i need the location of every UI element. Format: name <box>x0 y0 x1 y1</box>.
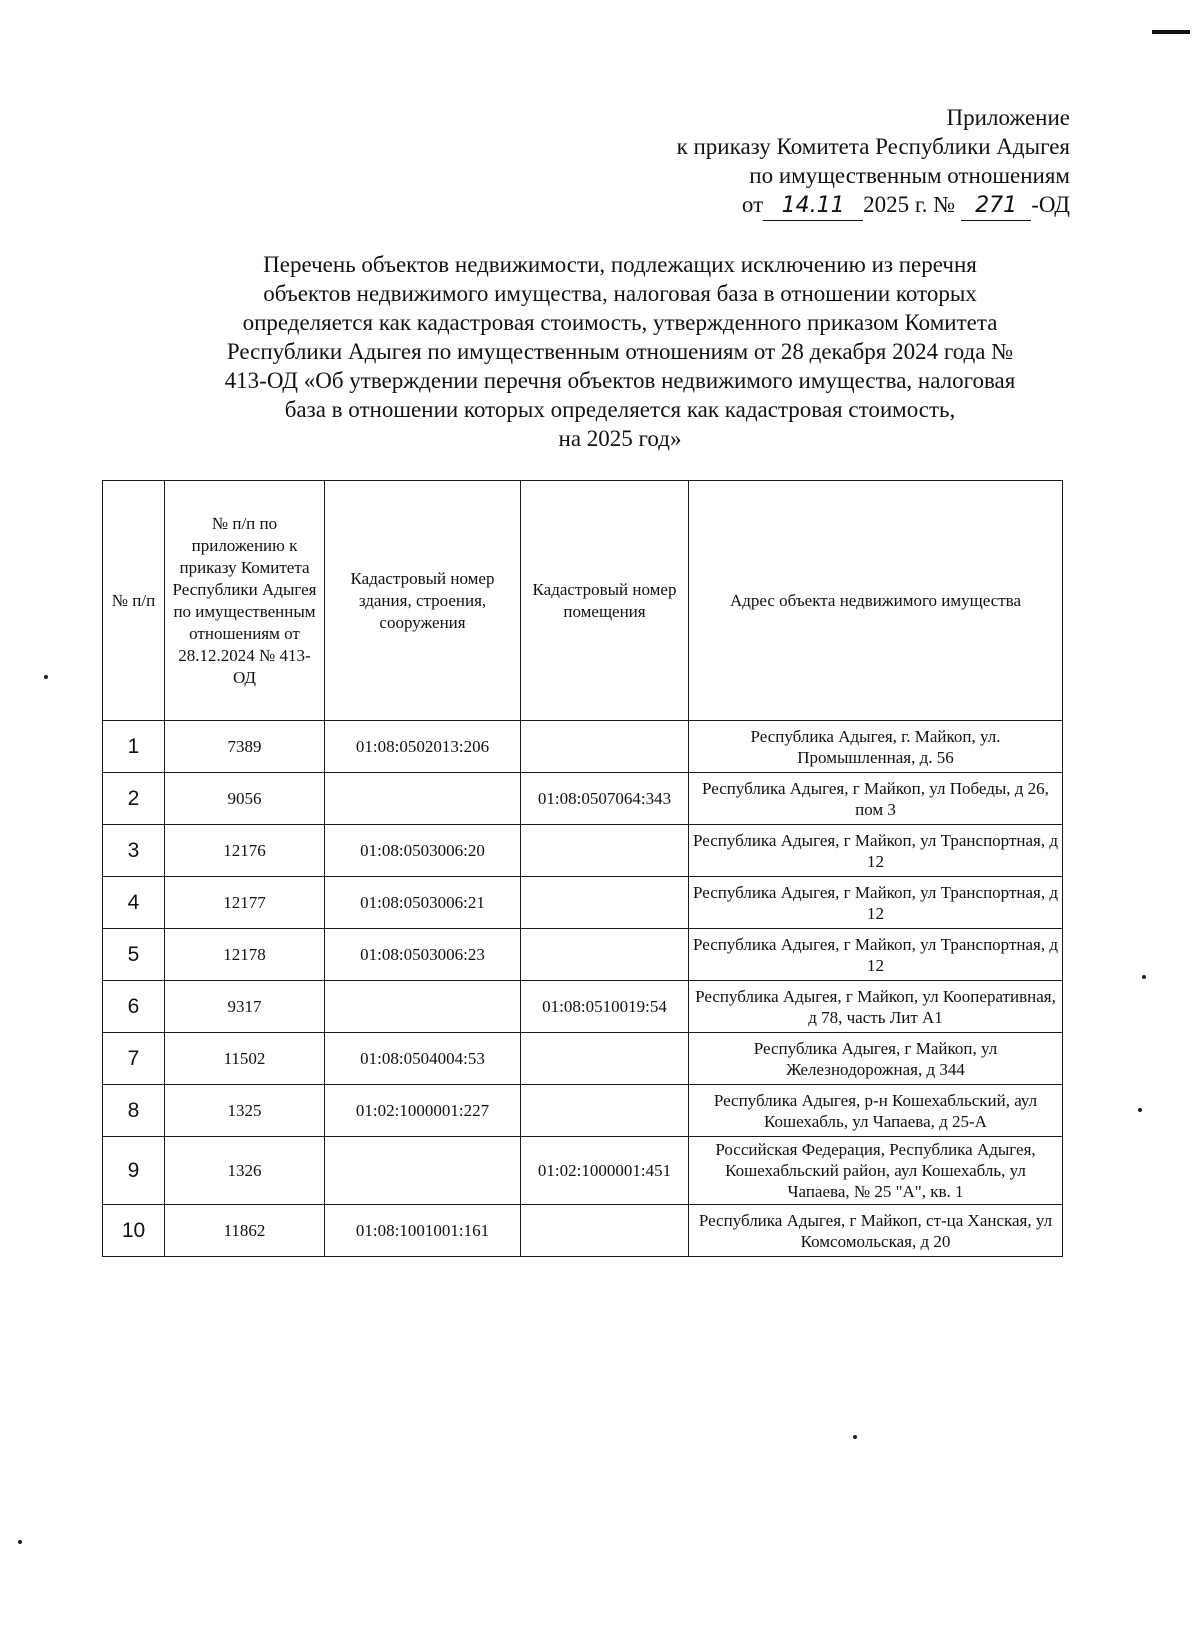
table-row <box>103 1137 1063 1205</box>
row-room-cadastral <box>521 825 689 877</box>
row-reference: 11502 <box>165 1033 325 1085</box>
row-index: 4 <box>103 877 165 929</box>
appendix-order-ref: к приказу Комитета Республики Адыгея <box>676 134 1070 159</box>
document-title <box>170 250 1070 453</box>
row-address: Республика Адыгея, г Майкоп, ул Транспортная, д 12 <box>689 825 1063 877</box>
row-address: Республика Адыгея, г Майкоп, ул Транспортная, д 12 <box>689 877 1063 929</box>
scan-speck <box>44 675 48 679</box>
appendix-header <box>677 103 1070 221</box>
row-index: 1 <box>103 721 165 773</box>
row-address: Республика Адыгея, г Майкоп, ст-ца Ханская, ул Комсомольская, д 20 <box>689 1205 1063 1257</box>
handwritten-order-number: 271 <box>961 191 1031 221</box>
row-reference: 12178 <box>165 929 325 981</box>
scan-artifact-mark <box>1152 30 1190 34</box>
row-reference: 9056 <box>165 773 325 825</box>
title-line: Республики Адыгея по имущественным отношениям от 28 декабря 2024 года № <box>226 339 1014 364</box>
row-room-cadastral <box>521 1085 689 1137</box>
row-room-cadastral: 01:02:1000001:451 <box>521 1137 689 1205</box>
table-row <box>103 877 1063 929</box>
title-line: определяется как кадастровая стоимость, утвержденного приказом Комитета <box>242 310 998 335</box>
column-header-reference: № п/п по приложению к приказу Комитета Республики Адыгея по имущественным отношениям от 28.12.2024 № 413-ОД <box>165 481 325 721</box>
row-building-cadastral <box>325 981 521 1033</box>
row-room-cadastral: 01:08:0507064:343 <box>521 773 689 825</box>
row-reference: 12176 <box>165 825 325 877</box>
row-room-cadastral <box>521 877 689 929</box>
row-building-cadastral: 01:08:0504004:53 <box>325 1033 521 1085</box>
scan-speck <box>18 1540 22 1544</box>
row-reference: 12177 <box>165 877 325 929</box>
row-reference: 11862 <box>165 1205 325 1257</box>
table-row <box>103 1205 1063 1257</box>
table-header-row <box>103 481 1063 721</box>
column-header-room-cadastral: Кадастровый номер помещения <box>521 481 689 721</box>
table-row <box>103 825 1063 877</box>
row-address: Российская Федерация, Республика Адыгея, Кошехабльский район, аул Кошехабль, ул Чапаева, № 25 "А", кв. 1 <box>689 1137 1063 1205</box>
property-exclusion-table <box>102 480 1063 1257</box>
row-address: Республика Адыгея, г. Майкоп, ул. Промышленная, д. 56 <box>689 721 1063 773</box>
row-room-cadastral <box>521 929 689 981</box>
scan-speck <box>853 1435 857 1439</box>
table-row <box>103 929 1063 981</box>
row-index: 5 <box>103 929 165 981</box>
table-row <box>103 721 1063 773</box>
row-reference: 9317 <box>165 981 325 1033</box>
column-header-index: № п/п <box>103 481 165 721</box>
row-building-cadastral: 01:08:0503006:20 <box>325 825 521 877</box>
table-row <box>103 1085 1063 1137</box>
title-line: 413-ОД «Об утверждении перечня объектов недвижимого имущества, налоговая <box>224 368 1016 393</box>
row-index: 8 <box>103 1085 165 1137</box>
date-prefix: от <box>741 192 764 217</box>
row-index: 3 <box>103 825 165 877</box>
row-building-cadastral: 01:02:1000001:227 <box>325 1085 521 1137</box>
scan-speck <box>1138 1108 1142 1112</box>
row-room-cadastral <box>521 1033 689 1085</box>
title-line: объектов недвижимого имущества, налоговая база в отношении которых <box>263 281 977 306</box>
scan-speck <box>1142 975 1146 979</box>
title-line: база в отношении которых определяется как кадастровая стоимость, <box>284 397 956 422</box>
row-room-cadastral <box>521 1205 689 1257</box>
row-index: 7 <box>103 1033 165 1085</box>
row-building-cadastral: 01:08:0503006:23 <box>325 929 521 981</box>
row-building-cadastral: 01:08:0503006:21 <box>325 877 521 929</box>
row-reference: 7389 <box>165 721 325 773</box>
order-number-suffix: -ОД <box>1031 192 1070 217</box>
row-address: Республика Адыгея, г Майкоп, ул Железнодорожная, д 344 <box>689 1033 1063 1085</box>
appendix-committee-ref: по имущественным отношениям <box>749 163 1070 188</box>
row-room-cadastral <box>521 721 689 773</box>
row-building-cadastral: 01:08:0502013:206 <box>325 721 521 773</box>
title-line: на 2025 год» <box>558 426 682 451</box>
table-row <box>103 981 1063 1033</box>
column-header-building-cadastral: Кадастровый номер здания, строения, сооружения <box>325 481 521 721</box>
table-row <box>103 1033 1063 1085</box>
row-reference: 1326 <box>165 1137 325 1205</box>
date-year: 2025 г. № <box>863 192 956 217</box>
row-address: Республика Адыгея, г Майкоп, ул Кооперативная, д 78, часть Лит А1 <box>689 981 1063 1033</box>
table-row <box>103 773 1063 825</box>
title-line: Перечень объектов недвижимости, подлежащих исключению из перечня <box>263 252 977 277</box>
row-building-cadastral: 01:08:1001001:161 <box>325 1205 521 1257</box>
column-header-address: Адрес объекта недвижимого имущества <box>689 481 1063 721</box>
row-address: Республика Адыгея, р-н Кошехабльский, аул Кошехабль, ул Чапаева, д 25-А <box>689 1085 1063 1137</box>
row-building-cadastral <box>325 773 521 825</box>
row-index: 9 <box>103 1137 165 1205</box>
row-address: Республика Адыгея, г Майкоп, ул Победы, д 26, пом 3 <box>689 773 1063 825</box>
row-reference: 1325 <box>165 1085 325 1137</box>
row-index: 2 <box>103 773 165 825</box>
handwritten-date: 14.11 <box>763 191 863 221</box>
row-index: 6 <box>103 981 165 1033</box>
row-building-cadastral <box>325 1137 521 1205</box>
row-index: 10 <box>103 1205 165 1257</box>
row-room-cadastral: 01:08:0510019:54 <box>521 981 689 1033</box>
row-address: Республика Адыгея, г Майкоп, ул Транспортная, д 12 <box>689 929 1063 981</box>
appendix-label: Приложение <box>946 105 1070 130</box>
order-date-line <box>677 190 1070 221</box>
